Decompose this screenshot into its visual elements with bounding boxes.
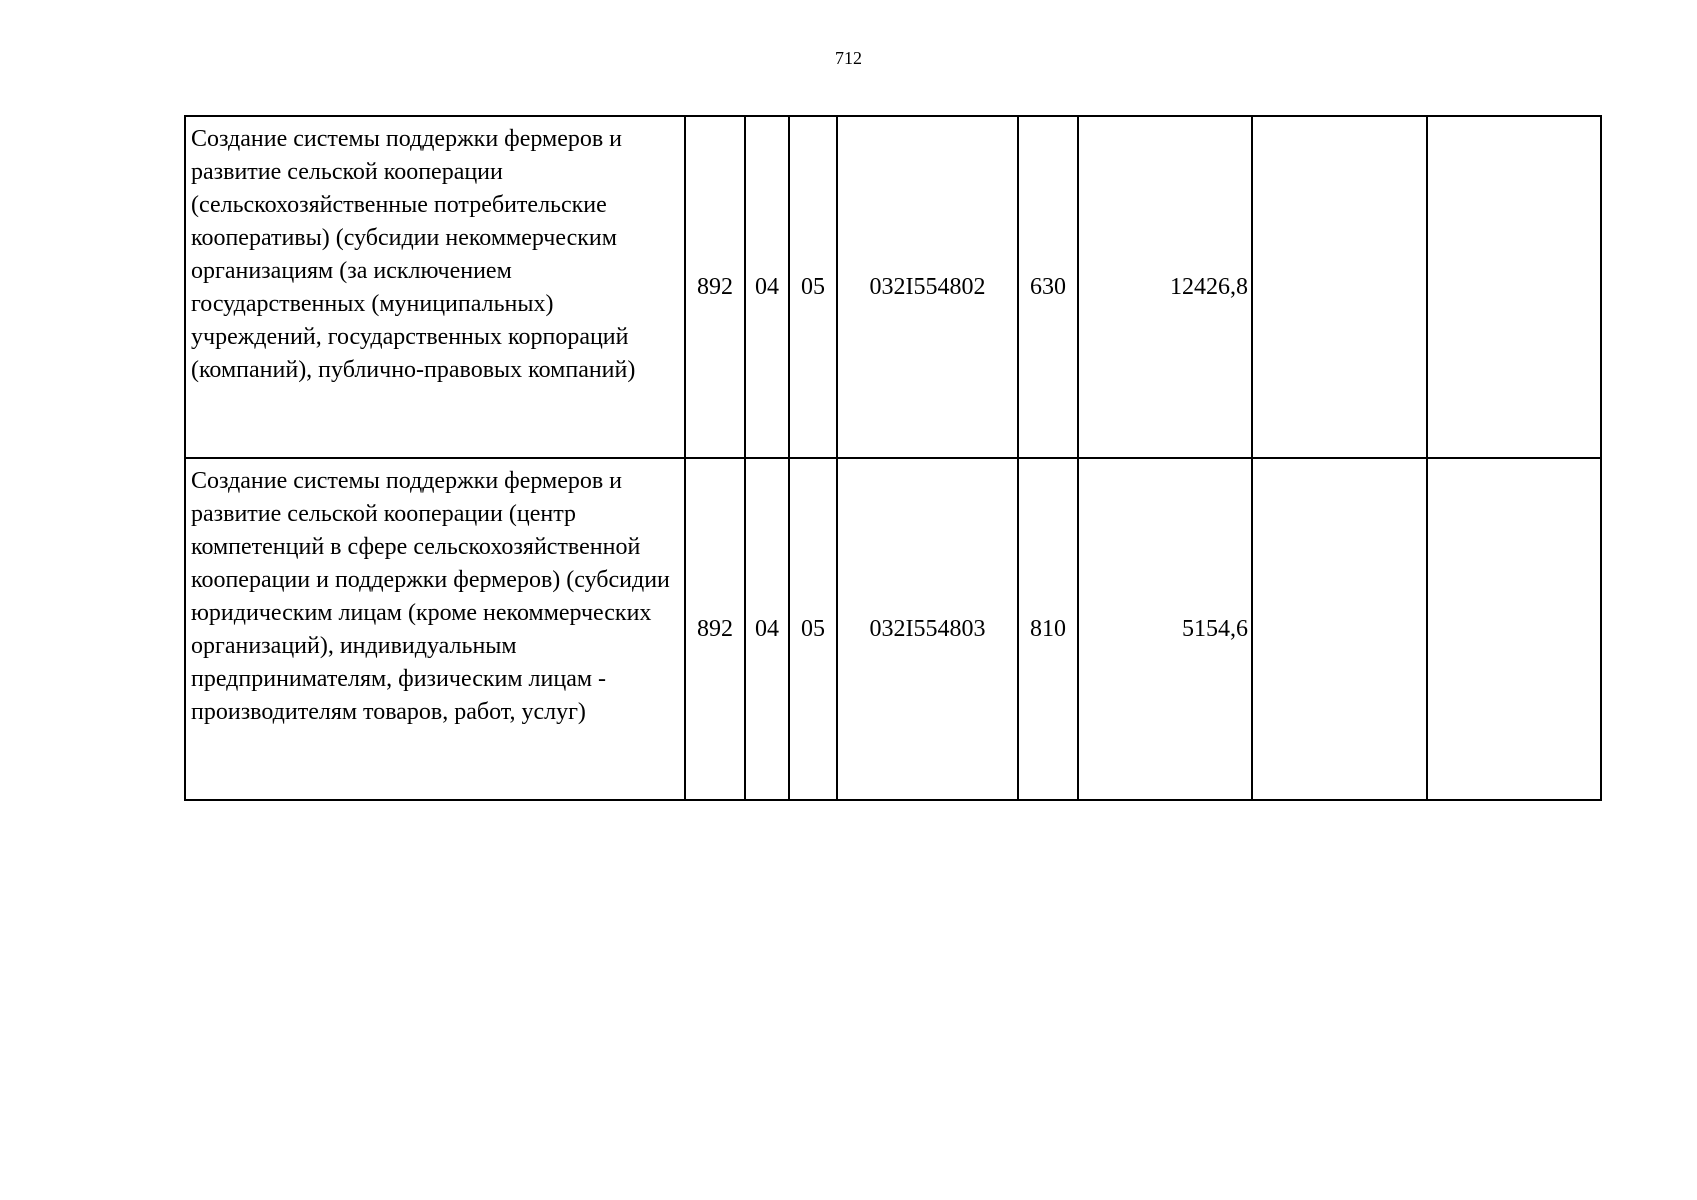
target-article-code: 032I554802 (837, 116, 1018, 458)
subsection-code: 05 (789, 458, 837, 800)
subsection-code: 05 (789, 116, 837, 458)
section-code: 04 (745, 458, 789, 800)
empty-cell (1427, 458, 1601, 800)
target-article-code: 032I554803 (837, 458, 1018, 800)
empty-cell (1252, 116, 1427, 458)
section-code: 04 (745, 116, 789, 458)
table-row (185, 116, 1601, 458)
expense-type-code: 810 (1018, 458, 1078, 800)
empty-cell (1252, 458, 1427, 800)
budget-table (184, 115, 1602, 801)
empty-cell (1427, 116, 1601, 458)
table-row (185, 458, 1601, 800)
ministry-code: 892 (685, 116, 745, 458)
page-number: 712 (835, 48, 862, 68)
amount-cell: 5154,6 (1078, 458, 1252, 800)
amount-cell: 12426,8 (1078, 116, 1252, 458)
row-description: Создание системы поддержки фермеров и развитие сельской кооперации (центр компетенций в сфере сельскохозяйственной кооперации и поддержки фермеров) (субсидии юридическим лицам (кроме некоммерческих организаций), индивидуальным предпринимателям, физическим лицам - производителям товаров, работ, услуг) (185, 458, 685, 800)
ministry-code: 892 (685, 458, 745, 800)
row-description: Создание системы поддержки фермеров и развитие сельской кооперации (сельскохозяйственные потребительские кооперативы) (субсидии некоммерческим организациям (за исключением государственных (муниципальных) учреждений, государственных корпораций (компаний), публично-правовых компаний) (185, 116, 685, 458)
expense-type-code: 630 (1018, 116, 1078, 458)
